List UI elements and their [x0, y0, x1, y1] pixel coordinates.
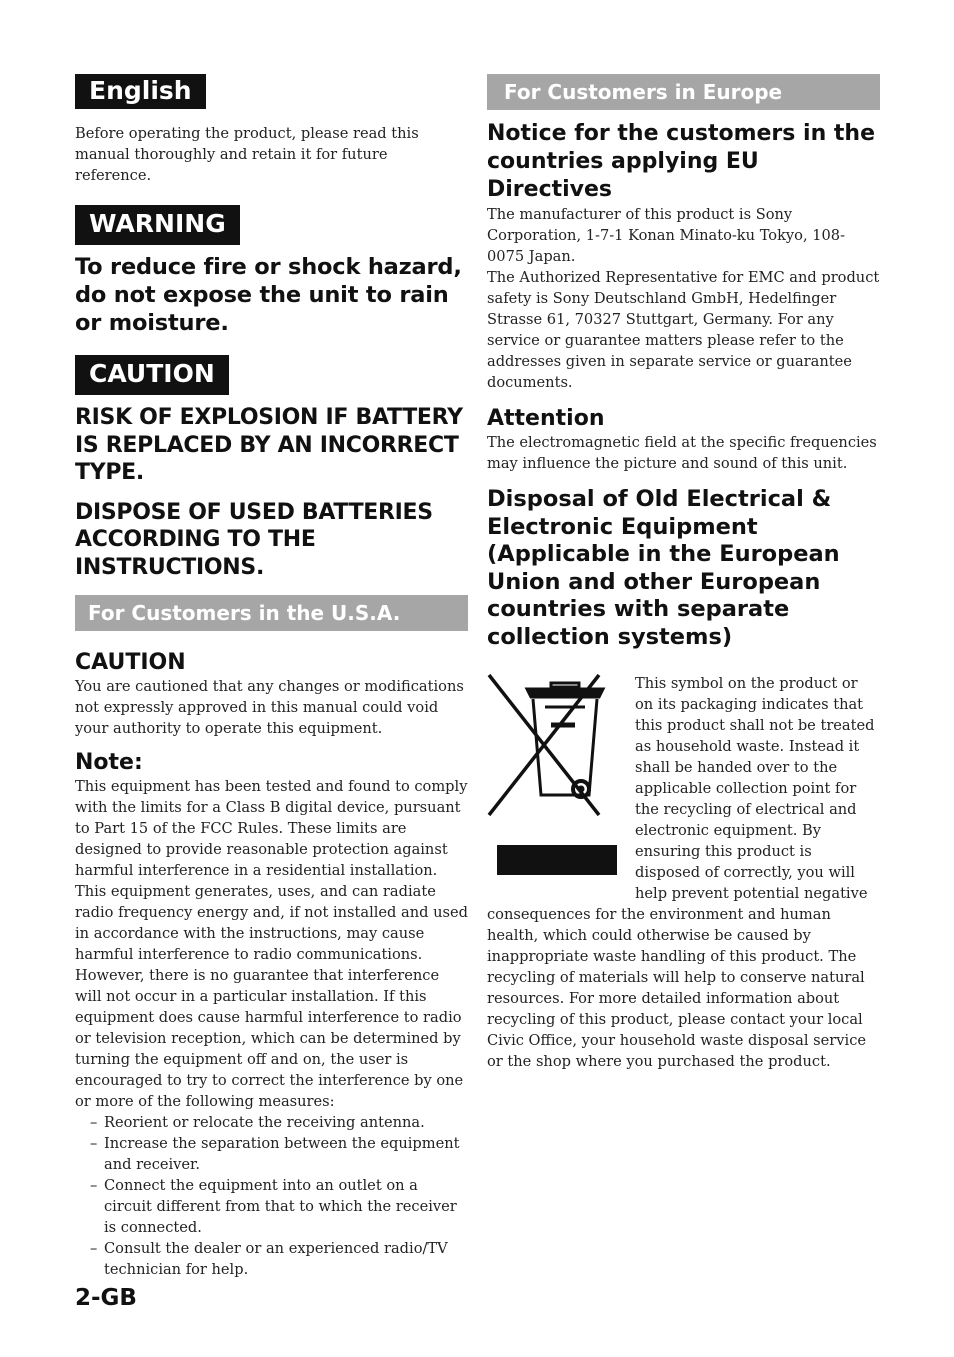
left-column	[75, 74, 468, 1280]
note-text: This equipment has been tested and found to comply with the limits for a Class B digital device, pursuant to Part 15 of the FCC Rules. These limits are designed to provide reasonable protection against harmful interference in a residential installation. This equipment generates, uses, and can radiate radio frequency energy and, if not installed and used in accordance with the instructions, may cause harmful interference to radio communications. However, there is no guarantee that interference will not occur in a particular installation. If this equipment does cause harmful interference to radio or television reception, which can be determined by turning the equipment off and on, the user is encouraged to try to correct the interference by one or more of the following measures:	[75, 778, 468, 1110]
usa-section-bar: For Customers in the U.S.A.	[75, 595, 468, 631]
caution-text-2: DISPOSE OF USED BATTERIES ACCORDING TO THE INSTRUCTIONS.	[75, 499, 433, 580]
weee-symbol	[487, 673, 627, 885]
attention-text: The electromagnetic field at the specific frequencies may influence the picture and sound of this unit.	[487, 434, 877, 472]
warning-label: WARNING	[75, 205, 240, 245]
usa-caution-heading: CAUTION	[75, 650, 186, 675]
list-item: – Increase the separation between the equipment and receiver.	[90, 1133, 468, 1175]
caution-label: CAUTION	[75, 355, 229, 395]
attention-heading: Attention	[487, 406, 605, 431]
page-number: 2-GB	[75, 1285, 137, 1311]
notice-text-2: The Authorized Representative for EMC and product safety is Sony Deutschland GmbH, Hedelfinger Strasse 61, 70327 Stuttgart, Germany. For any service or guarantee matters please refer to the addresses given in separate service or guarantee documents.	[487, 269, 880, 391]
list-item: – Connect the equipment into an outlet on a circuit different from that to which the receiver is connected.	[90, 1175, 468, 1238]
right-column	[487, 74, 880, 1072]
list-item: – Consult the dealer or an experienced radio/TV technician for help.	[90, 1238, 468, 1280]
notice-heading: Notice for the customers in the countries applying EU Directives	[487, 121, 875, 202]
warning-text: To reduce fire or shock hazard, do not expose the unit to rain or moisture.	[75, 254, 462, 336]
intro-text: Before operating the product, please read this manual thoroughly and retain it for future reference.	[75, 125, 419, 184]
usa-caution-text: You are cautioned that any changes or modifications not expressly approved in this manual could void your authority to operate this equipment.	[75, 678, 464, 737]
disposal-text: This symbol on the product or on its packaging indicates that this product shall not be treated as household waste. Instead it shall be handed over to the applicable collection point for the recycling of electrical and electronic equipment. By ensuring this product is disposed of correctly, you will help prevent potential negative consequences for the environment and human health, which could otherwise be caused by inappropriate waste handling of this product. The recycling of materials will help to conserve natural resources. For more detailed information about recycling of this product, please contact your local Civic Office, your household waste disposal service or the shop where you purchased the product.	[487, 675, 875, 1070]
notice-block	[487, 204, 880, 393]
crossed-out-wheelie-bin-icon	[487, 673, 627, 885]
caution-text-1: RISK OF EXPLOSION IF BATTERY IS REPLACED BY AN INCORRECT TYPE.	[75, 405, 463, 485]
europe-section-bar: For Customers in Europe	[487, 74, 880, 110]
disposal-block	[487, 673, 880, 1072]
measures-list	[75, 1112, 468, 1280]
note-heading: Note:	[75, 750, 143, 775]
disposal-heading: Disposal of Old Electrical & Electronic Equipment (Applicable in the European Union and other European countries with separate collection systems)	[487, 486, 840, 650]
language-heading: English	[75, 74, 206, 109]
note-block	[75, 776, 468, 1280]
notice-text-1: The manufacturer of this product is Sony Corporation, 1-7-1 Konan Minato-ku Tokyo, 108-0075 Japan.	[487, 206, 846, 265]
list-item: – Reorient or relocate the receiving antenna.	[90, 1112, 468, 1133]
